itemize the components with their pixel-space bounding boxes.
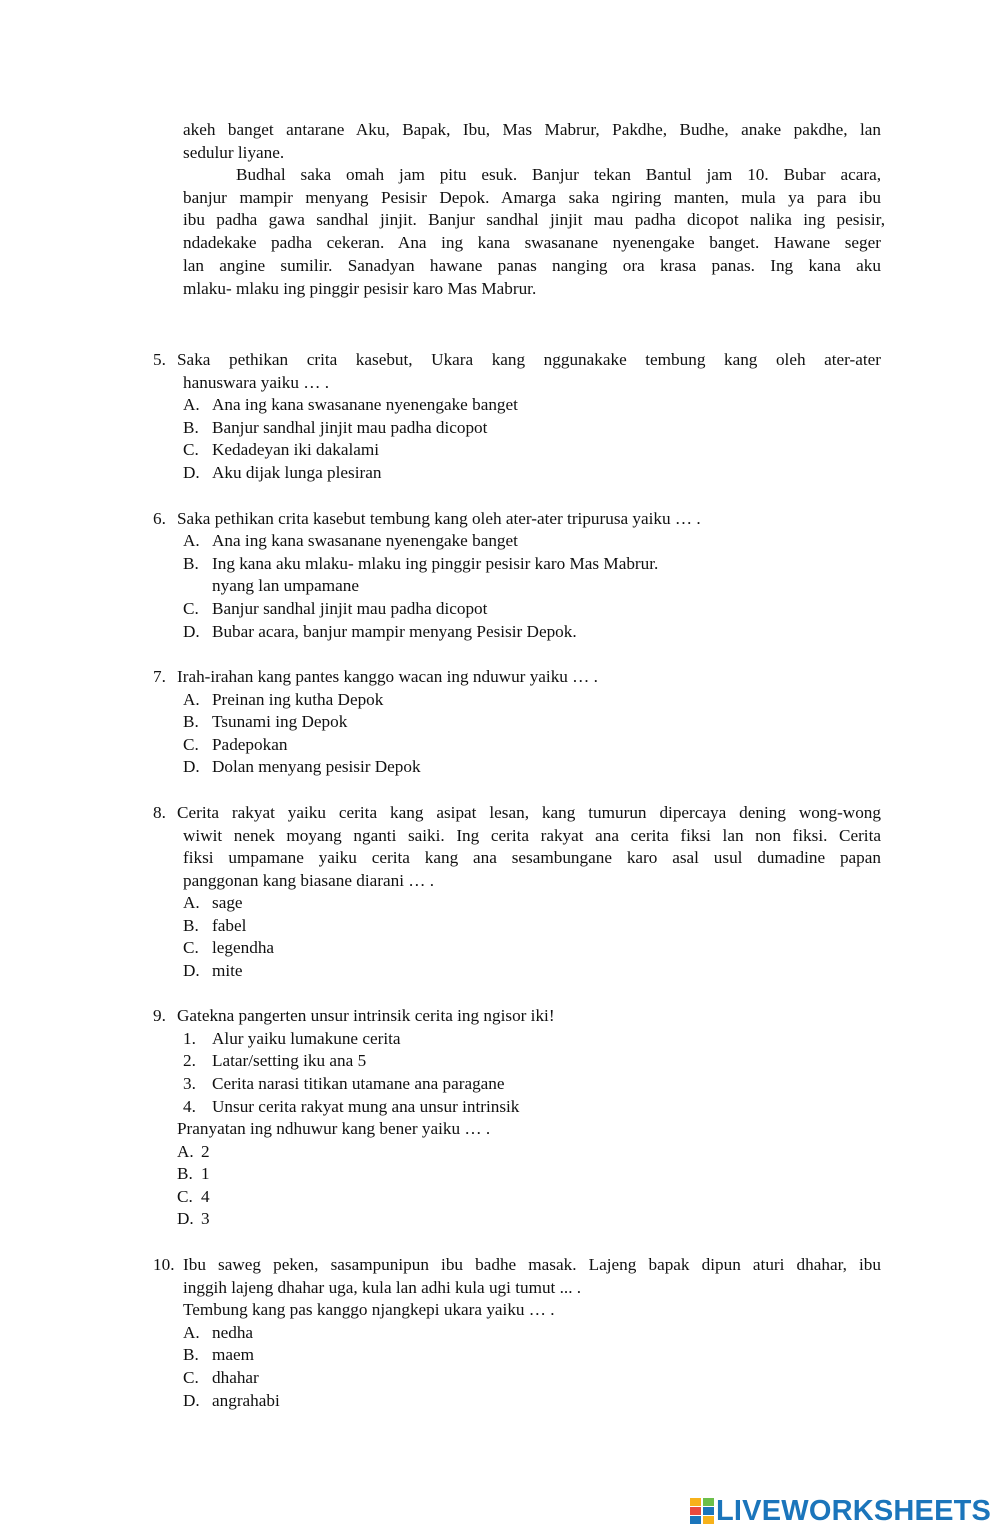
intro-line: ndadekake padha cekeran. Ana ing kana swasanane nyenengake banget. Hawane seger [183,233,881,252]
intro-line: ibu padha gawa sandhal jinjit. Banjur sandhal jinjit mau padha dicopot nalika ing pesisir, [183,210,885,229]
option-c[interactable]: C. Banjur sandhal jinjit mau padha dicopot [183,599,488,618]
liveworksheets-logo [690,1494,991,1528]
question-text: wiwit nenek moyang nganti saiki. Ing cerita rakyat ana cerita fiksi lan non fiksi. Cerita [183,826,881,845]
option-b[interactable]: B. Ing kana aku mlaku- mlaku ing pinggir pesisir karo Mas Mabrur. [183,554,659,573]
question-text: hanuswara yaiku … . [183,373,330,392]
intro-line: Budhal saka omah jam pitu esuk. Banjur tekan Bantul jam 10. Bubar acara, [236,165,881,184]
option-c[interactable]: C. Padepokan [183,735,288,754]
option-a[interactable]: A. nedha [183,1323,254,1342]
question-text: Saka pethikan crita kasebut, Ukara kang nggunakake tembung kang oleh ater-ater [177,350,881,369]
question-number: 6. [153,509,166,528]
option-d[interactable]: D. Aku dijak lunga plesiran [183,463,382,482]
option-c[interactable]: C. legendha [183,938,275,957]
question-text: Saka pethikan crita kasebut tembung kang oleh ater-ater tripurusa yaiku … . [177,509,701,528]
question-text: Tembung kang pas kanggo njangkepi ukara yaiku … . [183,1300,555,1319]
option-b[interactable]: B. fabel [183,916,247,935]
question-text: fiksi umpamane yaiku cerita kang ana sesambungane karo asal usul dumadine papan [183,848,881,867]
intro-line: lan angine sumilir. Sanadyan hawane panas nanging ora krasa panas. Ing kana aku [183,256,881,275]
question-text: inggih lajeng dhahar uga, kula lan adhi kula ugi tumut ... . [183,1278,582,1297]
option-c[interactable]: C. 4 [177,1187,210,1206]
option-d[interactable]: D. 3 [177,1209,210,1228]
option-c[interactable]: C. dhahar [183,1368,259,1387]
intro-line: akeh banget antarane Aku, Bapak, Ibu, Mas Mabrur, Pakdhe, Budhe, anake pakdhe, lan [183,120,881,139]
logo-text: LIVEWORKSHEETS [716,1494,992,1527]
option-d[interactable]: D. Bubar acara, banjur mampir menyang Pesisir Depok. [183,622,577,641]
question-number: 7. [153,667,166,686]
option-b[interactable]: B. Banjur sandhal jinjit mau padha dicopot [183,418,488,437]
option-b[interactable]: B. 1 [177,1164,210,1183]
question-number: 10. [153,1255,175,1274]
option-d[interactable]: D. angrahabi [183,1391,280,1410]
option-a[interactable]: A. 2 [177,1142,210,1161]
question-number: 9. [153,1006,166,1025]
option-a[interactable]: A. Ana ing kana swasanane nyenengake banget [183,531,518,550]
question-text: Ibu saweg peken, sasampunipun ibu badhe masak. Lajeng bapak dipun aturi dhahar, ibu [183,1255,881,1274]
option-a[interactable]: A. sage [183,893,243,912]
question-text: Gatekna pangerten unsur intrinsik cerita ing ngisor iki! [177,1006,555,1025]
logo-blocks-icon [690,1498,714,1524]
option-d[interactable]: D. Dolan menyang pesisir Depok [183,757,421,776]
question-number: 5. [153,350,166,369]
option-c[interactable]: C. Kedadeyan iki dakalami [183,440,380,459]
intro-line: banjur mampir menyang Pesisir Depok. Amarga saka ngiring manten, mula ya para ibu [183,188,881,207]
intro-line: mlaku- mlaku ing pinggir pesisir karo Mas Mabrur. [183,279,537,298]
question-text: Irah-irahan kang pantes kanggo wacan ing nduwur yaiku … . [177,667,598,686]
statement-item: 4. Unsur cerita rakyat mung ana unsur intrinsik [183,1097,520,1116]
option-d[interactable]: D. mite [183,961,243,980]
question-prompt: Pranyatan ing ndhuwur kang bener yaiku … . [177,1119,491,1138]
option-b-continuation: nyang lan umpamane [212,576,360,595]
question-number: 8. [153,803,166,822]
question-text: Cerita rakyat yaiku cerita kang asipat lesan, kang tumurun dipercaya dening wong-wong [177,803,881,822]
statement-item: 2. Latar/setting iku ana 5 [183,1051,367,1070]
option-b[interactable]: B. maem [183,1345,254,1364]
option-b[interactable]: B. Tsunami ing Depok [183,712,348,731]
intro-line: sedulur liyane. [183,143,285,162]
statement-item: 3. Cerita narasi titikan utamane ana paragane [183,1074,505,1093]
option-a[interactable]: A. Ana ing kana swasanane nyenengake banget [183,395,518,414]
statement-item: 1. Alur yaiku lumakune cerita [183,1029,401,1048]
option-a[interactable]: A. Preinan ing kutha Depok [183,690,384,709]
question-text: panggonan kang biasane diarani … . [183,871,435,890]
